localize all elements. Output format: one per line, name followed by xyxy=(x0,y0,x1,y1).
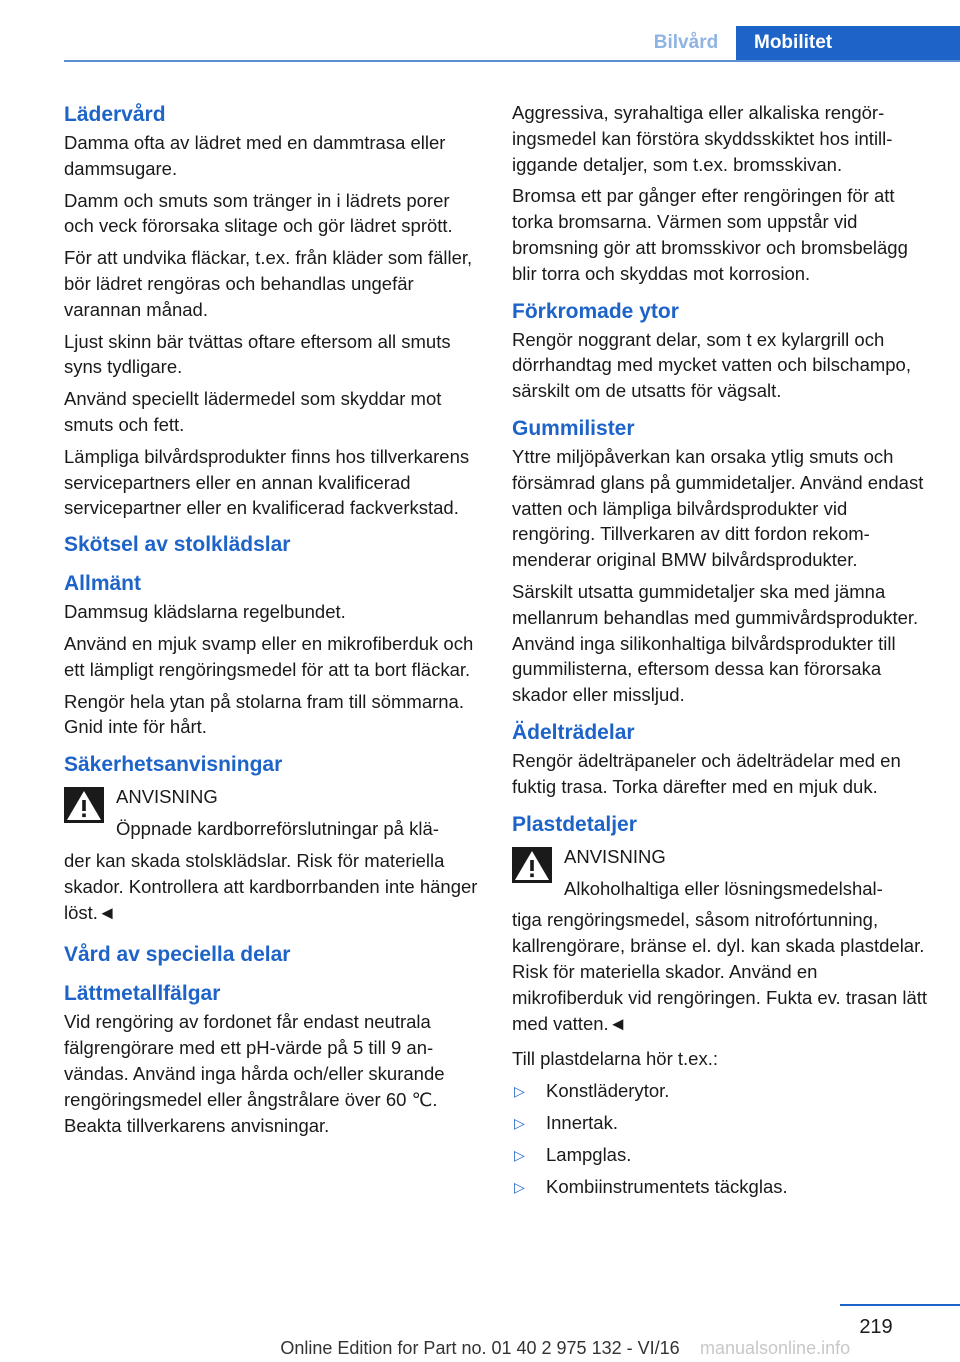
list-intro: Till plastdelarna hör t.ex.: xyxy=(512,1048,718,1070)
watermark: manualsonline.info xyxy=(700,1338,851,1358)
footer-rule xyxy=(840,1304,960,1306)
warning-text-continued: tiga rengöringsmedel, såsom nitrofórtunning, kallrengörare, bränse el. dyl. kan skada plastdelar. Risk för materiella skador. Använd en mikrofiberduk vid rengöringen. Fukta ev. trasan lätt med vatten.◄ xyxy=(512,909,928,1034)
warning-text-continued: der kan skada stolsklädslar. Risk för materiella skador. Kontrollera att kardborrbanden inte hänger löst.◄ xyxy=(64,849,478,923)
paragraph: Rengör hela ytan på stolarna fram till sömmarna. Gnid inte för hårt. xyxy=(64,690,464,738)
paragraph: Yttre miljöpåverkan kan orsaka ytlig smuts och försämrad glans på gummidetaljer. Använd endast vatten och lämpliga bilvårdsprodukter vid rengöring. Tillverkaren av ditt fordon rekommenderar original BMW bilvårdsprodukter. xyxy=(512,445,924,571)
paragraph: Rengör noggrant delar, som t ex kylargrill och dörrhandtag med mycket vatten och bilschampo, särskilt om de utsatts för vägsalt. xyxy=(512,328,911,402)
paragraph: Särskilt utsatta gummidetaljer ska med jämna mellanrum behandlas med gummivårdsprodukter. Använd inga silikonhaltiga bilvårdsprodukter till gummilisterna, eftersom dessa kan förorsaka skador eller missljud. xyxy=(512,580,919,706)
warning-text: Alkoholhaltiga eller lösningsmedelshal- xyxy=(564,877,883,899)
right-column xyxy=(512,100,928,1206)
heading-forkromade-ytor: Förkromade ytor xyxy=(512,299,679,323)
list-item xyxy=(512,1110,928,1136)
list-item xyxy=(512,1078,928,1104)
heading-lardervard: Lädervård xyxy=(64,103,166,126)
triangle-bullet-icon: ▷ xyxy=(514,1115,525,1132)
warning-notice xyxy=(64,784,480,925)
list-item xyxy=(512,1142,928,1168)
heading-skotsel-stolkladslar: Skötsel av stolklädslar xyxy=(64,533,291,557)
paragraph: Rengör ädelträpaneler och ädelträdelar med en fuktig trasa. Torka därefter med en mjuk duk. xyxy=(512,749,901,797)
paragraph: Vid rengöring av fordonet får endast neutrala fälgrengörare med ett pH-värde på 5 till 9 användas. Använd inga hårda och/eller skurande rengöringsmedel eller ångstrålare över 60 ℃. Beakta tillverkarens anvisningar. xyxy=(64,1011,445,1136)
plastic-parts-list xyxy=(512,1078,928,1200)
list-item-text: Konstläderytor. xyxy=(546,1080,670,1102)
left-column xyxy=(64,100,480,1144)
page-number: 219 xyxy=(859,1316,893,1338)
warning-triangle-icon xyxy=(512,847,552,883)
warning-triangle-icon xyxy=(64,787,104,823)
warning-text: Öppnade kardborreförslutningar på klä- xyxy=(116,818,439,840)
heading-sakerhetsanvisningar: Säkerhetsanvisningar xyxy=(64,753,283,777)
warning-label: ANVISNING xyxy=(564,845,666,867)
warning-label: ANVISNING xyxy=(116,786,218,808)
edition-footer: Online Edition for Part no. 01 40 2 975 132 - VI/16 xyxy=(280,1338,680,1358)
paragraph: Ljust skinn bär tvättas oftare eftersom all smuts syns tydligare. xyxy=(64,330,451,378)
list-item-text: Kombiinstrumentets täckglas. xyxy=(546,1176,788,1198)
triangle-bullet-icon: ▷ xyxy=(514,1083,525,1100)
heading-vard-speciella-delar: Vård av speciella delar xyxy=(64,943,291,967)
heading-gummilister: Gummilister xyxy=(512,416,635,440)
header-bar xyxy=(0,0,960,62)
paragraph: Bromsa ett par gånger efter rengöringen för att torka bromsarna. Värmen som uppstår vid bromsning gör att bromsskivor och bromsbelägg blir torra och skyddas mot korrosion. xyxy=(512,185,908,284)
tab-bilvard[interactable]: Bilvård xyxy=(653,32,719,53)
list-item-text: Lampglas. xyxy=(546,1144,632,1166)
list-item xyxy=(512,1174,928,1200)
paragraph: Damma ofta av lädret med en dammtrasa eller dammsugare. xyxy=(64,132,446,179)
triangle-bullet-icon: ▷ xyxy=(514,1147,525,1164)
triangle-bullet-icon: ▷ xyxy=(514,1179,525,1196)
header-rule xyxy=(64,60,960,62)
paragraph: Använd en mjuk svamp eller en mikrofiberduk och ett lämpligt rengöringsmedel för att ta bort fläckar. xyxy=(64,632,474,680)
heading-allmant: Allmänt xyxy=(64,572,142,596)
paragraph: Aggressiva, syrahaltiga eller alkaliska rengöringsmedel kan förstöra skyddsskiktet hos intilliggande detaljer, som t.ex. bromsskivan. xyxy=(512,102,893,175)
heading-plastdetaljer: Plastdetaljer xyxy=(512,812,637,836)
list-item-text: Innertak. xyxy=(546,1112,618,1134)
heading-lattmetallfalgar: Lättmetallfälgar xyxy=(64,982,221,1006)
warning-notice xyxy=(512,844,928,1037)
heading-adeltradelar: Ädelträdelar xyxy=(512,720,635,744)
tab-mobilitet[interactable]: Mobilitet xyxy=(736,26,960,62)
paragraph: Damm och smuts som tränger in i lädrets porer och veck förorsaka slitage och gör lädret sprött. xyxy=(64,189,453,237)
paragraph: Använd speciellt lädermedel som skyddar mot smuts och fett. xyxy=(64,388,442,435)
paragraph: För att undvika fläckar, t.ex. från kläder som fäller, bör lädret rengöras och behandlas ungefär varannan månad. xyxy=(64,247,473,320)
paragraph: Dammsug klädslarna regelbundet. xyxy=(64,601,346,623)
paragraph: Lämpliga bilvårdsprodukter finns hos tillverkarens servicepartners eller en annan kvalificerad servicepartner eller en kvalificerad fackverkstad. xyxy=(64,445,470,519)
